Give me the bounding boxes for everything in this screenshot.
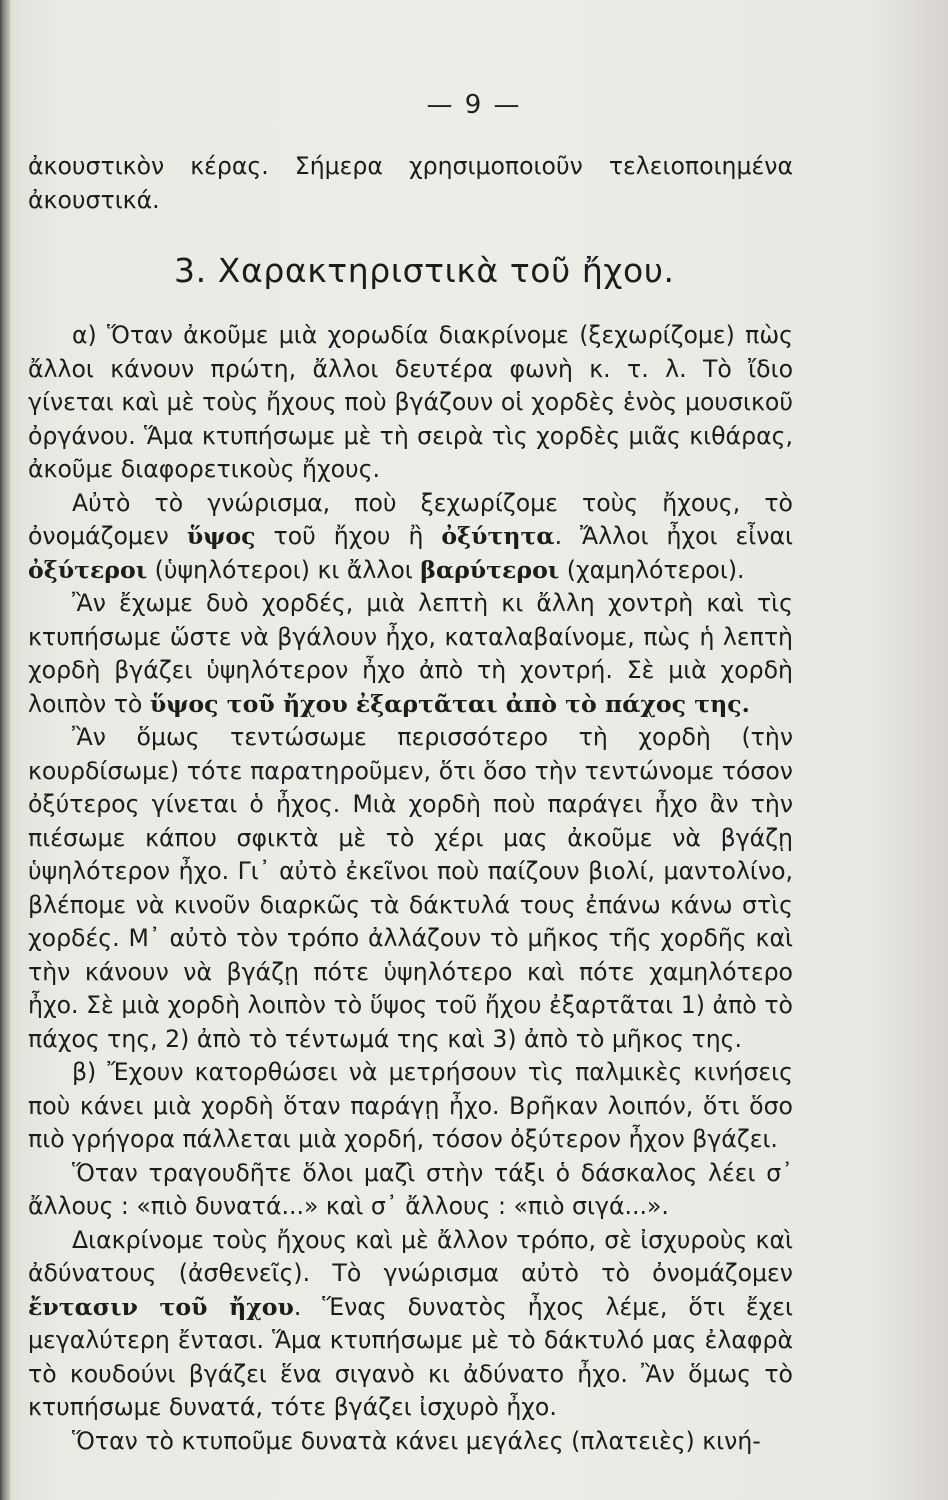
- paragraph-2-text: . Ἄλλοι ἦχοι εἶναι: [554, 522, 793, 550]
- paragraph-3-text: Ἂν ἔχωμε δυὸ χορδές, μιὰ λεπτὴ κι ἄλλη χοντρὴ καὶ τὶς κτυπήσωμε ὥστε νὰ βγάλουν ἦχο, καταλαβαίνομε, πὼς ἡ λεπτὴ χορδὴ βγάζει ὑψηλότερον ἦχο ἀπὸ τὴ χοντρή. Σὲ μιὰ χορδὴ λοιπὸν τὸ: [28, 589, 793, 718]
- paragraph-7: [28, 1224, 793, 1425]
- page-text: [28, 150, 793, 1458]
- paragraph-5: β) Ἔχουν κατορθώσει νὰ μετρήσουν τὶς παλμικὲς κινήσεις ποὺ κάνει μιὰ χορδὴ ὅταν παράγῃ ἦχο. Βρῆκαν λοιπόν, ὅτι ὅσο πιὸ γρήγορα πάλλεται μιὰ χορδή, τόσον ὀξύτερον ἦχον βγάζει.: [28, 1058, 793, 1153]
- term-entasi: ἔντασιν τοῦ ἤχου: [28, 1292, 294, 1321]
- paragraph-2-text: Αὐτὸ τὸ γνώρισμα, ποὺ ξεχωρίζομε τοὺς ἤχους, τὸ ὀνομάζομεν: [28, 488, 793, 550]
- paragraph-3: [28, 587, 793, 721]
- paragraph-4: Ἂν ὅμως τεντώσωμε περισσότερο τὴ χορδὴ (τὴν κουρδίσωμε) τότε παρατηροῦμεν, ὅτι ὅσο τὴν τεντώνομε τόσον ὀξύτερος γίνεται ὁ ἦχος. Μιὰ χορδὴ ποὺ παράγει ἦχο ἂν τὴν πιέσωμε κάπου σφικτὰ μὲ τὸ χέρι μας ἀκοῦμε νὰ βγάζῃ ὑψηλότερον ἦχο. Γι᾽ αὐτὸ ἐκεῖνοι ποὺ παίζουν βιολί, μαντολίνο, βλέπομε νὰ κινοῦν διαρκῶς τὰ δάκτυλά τους ἐπάνω κάνω στὶς χορδές. Μ᾽ αὐτὸ τὸν τρόπο ἀλλάζουν τὸ μῆκος τῆς χορδῆς καὶ τὴν κάνουν νὰ βγάζῃ πότε ὑψηλότερο καὶ πότε χαμηλότερο ἦχο. Σὲ μιὰ χορδὴ λοιπὸν τὸ ὕψος τοῦ ἤχου ἐξαρτᾶται 1) ἀπὸ τὸ πάχος της, 2) ἀπὸ τὸ τέντωμά της καὶ 3) ἀπὸ τὸ μῆκος της.: [28, 723, 793, 1053]
- term-oxytita: ὀξύτητα: [441, 522, 555, 550]
- paragraph-7-text: Διακρίνομε τοὺς ἤχους καὶ μὲ ἄλλον τρόπο, σὲ ἰσχυροὺς καὶ ἀδύνατους (ἀσθενεῖς). Τὸ γνώρισμα αὐτὸ τὸ ὀνομάζομεν: [28, 1225, 793, 1287]
- paragraph-2: [28, 487, 793, 588]
- paragraph-6: Ὅταν τραγουδῆτε ὅλοι μαζὶ στὴν τάξι ὁ δάσκαλος λέει σ᾽ ἄλλους : «πιὸ δυνατά...» καὶ σ᾽ ἄλλους : «πιὸ σιγά...».: [28, 1158, 793, 1220]
- intro-text: ἀκουστικὸν κέρας. Σήμερα χρησιμοποιοῦν τελειοποιημένα ἀκουστικά.: [28, 152, 793, 214]
- paragraph-2-text: τοῦ ἤχου ἢ: [255, 522, 442, 550]
- section-heading: 3. Χαρακτηριστικὰ τοῦ ἤχου.: [174, 251, 675, 290]
- page-number: — 9 —: [426, 90, 522, 120]
- paragraph-2-text: (ὑψηλότεροι) κι ἄλλοι: [147, 555, 421, 584]
- term-hypsos: ὕψος: [186, 522, 256, 550]
- paragraph-1: α) Ὅταν ἀκοῦμε μιὰ χορωδία διακρίνομε (ξεχωρίζομε) πὼς ἄλλοι κάνουν πρώτη, ἄλλοι δευτέρα φωνὴ κ. τ. λ. Τὸ ἴδιο γίνεται καὶ μὲ τοὺς ἤχους ποὺ βγάζουν οἱ χορδὲς ἑνὸς μουσικοῦ ὀργάνου. Ἅμα κτυπήσωμε μὲ τὴ σειρὰ τὶς χορδὲς μιᾶς κιθάρας, ἀκοῦμε διαφορετικοὺς ἤχους.: [28, 321, 793, 483]
- page-binding-edge: [0, 0, 10, 1500]
- term-varyteroi: βαρύτεροι: [420, 555, 560, 584]
- key-statement: ὕψος τοῦ ἤχου ἐξαρτᾶται ἀπὸ τὸ πάχος της.: [149, 689, 750, 718]
- term-oxyteroi: ὀξύτεροι: [28, 555, 148, 584]
- paragraph-8: Ὅταν τὸ κτυποῦμε δυνατὰ κάνει μεγάλες (πλατειὲς) κινή-: [72, 1426, 761, 1455]
- paragraph-2-text: (χαμηλότεροι).: [559, 555, 745, 584]
- paragraph-7-text: . Ἕνας δυνατὸς ἦχος λέμε, ὅτι ἔχει μεγαλύτερη ἔντασι. Ἅμα κτυπήσωμε μὲ τὸ δάκτυλό μας ἐλαφρὰ τὸ κουδούνι βγάζει ἕνα σιγανὸ κι ἀδύνατο ἦχο. Ἂν ὅμως τὸ κτυπήσωμε δυνατά, τότε βγάζει ἰσχυρὸ ἦχο.: [28, 1292, 793, 1421]
